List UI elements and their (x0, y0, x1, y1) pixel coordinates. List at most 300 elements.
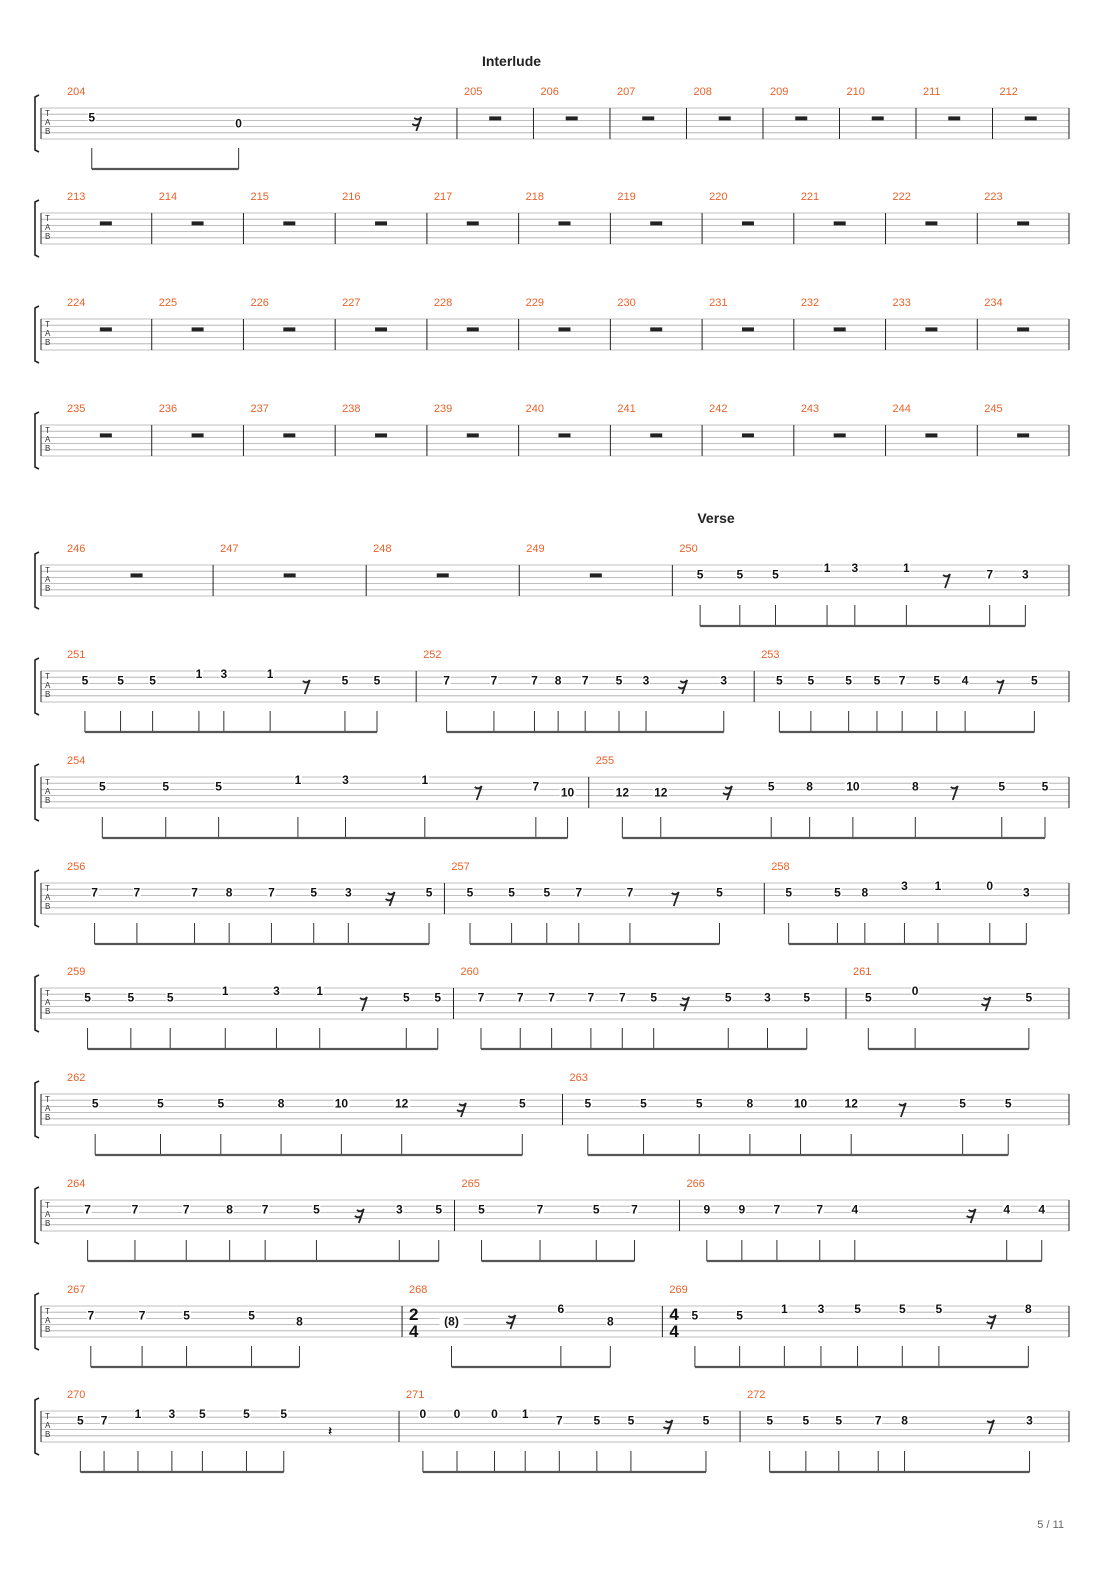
tab-clef-letter: A (45, 118, 51, 127)
fret-number: 5 (425, 885, 433, 900)
whole-rest (642, 116, 654, 120)
fret-number: 5 (766, 1413, 774, 1428)
fret-number: 1 (903, 561, 910, 576)
bar-number: 210 (846, 86, 865, 98)
tab-clef-letter: B (45, 127, 51, 136)
fret-number: 8 (554, 673, 562, 688)
tab-clef-letter: T (45, 884, 50, 893)
whole-rest (650, 433, 662, 437)
fret-number: 7 (91, 885, 98, 900)
fret-number: 8 (911, 779, 919, 794)
fret-number: 5 (466, 885, 474, 900)
bar-number: 251 (67, 649, 86, 661)
bar-number: 208 (693, 86, 712, 98)
fret-number: 5 (776, 673, 783, 688)
whole-rest (131, 573, 143, 577)
whole-rest (100, 221, 112, 225)
sixteenth-rest-flag (386, 898, 393, 900)
whole-rest (467, 327, 479, 331)
sixteenth-rest-flag (457, 1109, 464, 1111)
system-bracket (35, 306, 39, 363)
fret-number: 3 (642, 673, 650, 688)
tab-clef-letter: B (45, 1430, 51, 1439)
fret-number: 3 (720, 673, 728, 688)
fret-number: 8 (861, 885, 869, 900)
fret-number: 5 (772, 567, 779, 582)
whole-rest (467, 433, 479, 437)
bar-number: 243 (800, 403, 820, 415)
bar-number: 268 (409, 1284, 428, 1296)
fret-number: 5 (215, 779, 222, 794)
fret-number: 7 (133, 885, 141, 900)
fret-number: 5 (1031, 673, 1038, 688)
bar-number: 213 (67, 191, 86, 203)
bar-number: 221 (800, 191, 820, 203)
eighth-rest (951, 786, 958, 800)
fret-number: 12 (395, 1096, 409, 1111)
whole-rest (437, 573, 449, 577)
fret-number: 7 (100, 1413, 108, 1428)
tab-clef-letter: T (45, 1307, 50, 1316)
bar-number: 217 (433, 191, 453, 203)
bar-number: 265 (461, 1178, 480, 1190)
bar-number: 245 (984, 403, 1003, 415)
tab-clef-letter: B (45, 584, 51, 593)
fret-number: 0 (419, 1407, 427, 1422)
bar-number: 246 (67, 543, 86, 555)
tab-clef-letter: B (45, 338, 51, 347)
tab-clef-letter: A (45, 223, 51, 232)
fret-number: 1 (266, 667, 274, 682)
whole-rest (489, 116, 501, 120)
whole-rest (948, 116, 960, 120)
whole-rest (375, 221, 387, 225)
eighth-rest (360, 997, 367, 1011)
fret-number: 8 (901, 1413, 908, 1428)
system-bracket (35, 975, 39, 1032)
fret-number: 12 (654, 785, 668, 800)
tab-clef-letter: B (45, 796, 51, 805)
fret-number: 7 (268, 885, 275, 900)
fret-number: 0 (491, 1407, 498, 1422)
bar-number: 272 (747, 1389, 766, 1401)
fret-number: 3 (901, 879, 908, 894)
fret-number: 3 (342, 773, 349, 788)
fret-number: 8 (746, 1096, 754, 1111)
sixteenth-rest-flag (981, 1003, 988, 1005)
tab-clef-letter: A (45, 998, 51, 1007)
time-signature-top: 4 (669, 1305, 679, 1324)
tab-clef-letter: B (45, 444, 51, 453)
fret-number: 7 (532, 779, 540, 794)
fret-number: 5 (88, 110, 96, 125)
whole-rest (1017, 433, 1029, 437)
bar-number: 237 (250, 403, 269, 415)
fret-number: 5 (543, 885, 551, 900)
fret-number: 5 (835, 1413, 843, 1428)
whole-rest (375, 433, 387, 437)
fret-number: 8 (226, 1202, 233, 1217)
fret-number: 8 (806, 779, 813, 794)
bar-number: 261 (853, 966, 872, 978)
fret-number: 3 (273, 984, 280, 999)
whole-rest (650, 327, 662, 331)
whole-rest (559, 327, 571, 331)
fret-number: 7 (477, 990, 485, 1005)
system-bracket (35, 1187, 39, 1244)
bar-number: 209 (769, 86, 789, 98)
time-signature-top: 2 (409, 1305, 419, 1324)
eighth-rest (303, 680, 310, 694)
bar-number: 267 (67, 1284, 86, 1296)
bar-number: 216 (342, 191, 361, 203)
bar-number: 205 (463, 86, 483, 98)
fret-number: 5 (724, 990, 732, 1005)
system-bracket (35, 1398, 39, 1455)
fret-number: 10 (846, 779, 860, 794)
tab-clef-letter: A (45, 329, 51, 338)
whole-rest (100, 327, 112, 331)
fret-number: 5 (615, 673, 623, 688)
fret-number: 10 (560, 785, 575, 800)
fret-number: 7 (261, 1202, 269, 1217)
fret-number: 5 (402, 990, 410, 1005)
fret-number: 7 (631, 1202, 638, 1217)
whole-rest (872, 116, 884, 120)
whole-rest (742, 433, 754, 437)
fret-number: 5 (341, 673, 349, 688)
fret-number: 5 (478, 1202, 485, 1217)
whole-rest (192, 221, 204, 225)
fret-number: 5 (435, 1202, 443, 1217)
whole-rest (590, 573, 602, 577)
fret-number: 5 (81, 673, 89, 688)
fret-number: 8 (296, 1314, 303, 1329)
fret-number: 7 (84, 1202, 91, 1217)
tab-clef-letter: A (45, 1316, 51, 1325)
bar-number: 263 (569, 1072, 588, 1084)
tab-clef-letter: A (45, 787, 51, 796)
fret-number: 3 (764, 990, 771, 1005)
fret-number: 5 (76, 1413, 84, 1428)
eighth-rest (475, 786, 482, 800)
fret-number: 3 (220, 667, 228, 682)
fret-number: 7 (874, 1413, 882, 1428)
fret-number: 1 (421, 773, 429, 788)
sixteenth-rest-flag (967, 1215, 974, 1217)
system-bracket (35, 870, 39, 927)
bar-number: 232 (800, 297, 820, 309)
fret-number: 5 (933, 673, 941, 688)
tab-clef-letter: T (45, 426, 50, 435)
sixteenth-rest-flag (680, 1003, 687, 1005)
tab-clef-letter: T (45, 1412, 50, 1421)
bar-number: 271 (406, 1389, 425, 1401)
bar-number: 228 (433, 297, 453, 309)
time-signature-bottom: 4 (669, 1322, 679, 1341)
fret-number: 1 (781, 1302, 788, 1317)
tab-clef-letter: T (45, 109, 50, 118)
fret-number: 5 (785, 885, 793, 900)
fret-number: 5 (593, 1413, 601, 1428)
fret-number: 3 (395, 1202, 403, 1217)
time-signature-bottom: 4 (409, 1322, 419, 1341)
eighth-rest (899, 1103, 906, 1117)
bar-number: 211 (922, 86, 941, 98)
fret-number: 5 (243, 1407, 250, 1422)
fret-number: 3 (168, 1407, 176, 1422)
fret-number: 5 (98, 779, 106, 794)
bar-number: 259 (67, 966, 86, 978)
whole-rest (1025, 116, 1037, 120)
fret-number: 5 (873, 673, 881, 688)
system-bracket (35, 95, 39, 152)
whole-rest (834, 433, 846, 437)
bar-number: 258 (771, 861, 790, 873)
fret-number: 10 (334, 1096, 349, 1111)
tab-clef-letter: A (45, 575, 51, 584)
fret-number: 7 (131, 1202, 139, 1217)
whole-rest (375, 327, 387, 331)
page-number: 5 / 11 (1037, 1519, 1064, 1531)
fret-number: 7 (581, 673, 589, 688)
fret-number: 5 (627, 1413, 635, 1428)
fret-number: 5 (864, 990, 872, 1005)
bar-number: 252 (423, 649, 442, 661)
tab-clef-letter: T (45, 214, 50, 223)
bar-number: 262 (67, 1072, 86, 1084)
fret-number: 7 (575, 885, 583, 900)
tab-clef-letter: A (45, 681, 51, 690)
fret-number: 1 (316, 984, 324, 999)
tab-clef-letter: T (45, 1095, 50, 1104)
whole-rest (834, 327, 846, 331)
bar-number: 222 (892, 191, 911, 203)
fret-number: 7 (182, 1202, 190, 1217)
fret-number: 8 (225, 885, 233, 900)
fret-number: 5 (845, 673, 852, 688)
fret-number: 5 (91, 1096, 99, 1111)
eighth-rest (987, 1420, 994, 1434)
fret-number: 5 (162, 779, 170, 794)
system-bracket (35, 1293, 39, 1350)
fret-number: 5 (248, 1308, 255, 1323)
fret-number: 5 (149, 673, 156, 688)
fret-number: 5 (199, 1407, 206, 1422)
whole-rest (192, 327, 204, 331)
fret-number: 0 (911, 984, 919, 999)
system-bracket (35, 552, 39, 609)
eighth-rest (997, 680, 1004, 694)
whole-rest (283, 433, 295, 437)
whole-rest (283, 221, 295, 225)
bar-number: 219 (617, 191, 636, 203)
whole-rest (925, 327, 937, 331)
bar-number: 226 (250, 297, 269, 309)
tab-clef-letter: B (45, 1113, 51, 1122)
fret-number: 5 (157, 1096, 164, 1111)
fret-number: 3 (1026, 1413, 1033, 1428)
fret-number: 5 (834, 885, 841, 900)
tab-clef-letter: A (45, 435, 51, 444)
fret-number: 5 (695, 1096, 703, 1111)
section-label: Verse (697, 510, 735, 526)
bar-number: 223 (984, 191, 1003, 203)
fret-number: 5 (998, 779, 1006, 794)
fret-number: 5 (183, 1308, 190, 1323)
whole-rest (925, 433, 937, 437)
bar-number: 256 (67, 861, 86, 873)
bar-number: 248 (373, 543, 392, 555)
tab-clef-letter: A (45, 1210, 51, 1219)
tab-clef-letter: T (45, 778, 50, 787)
fret-number: 5 (584, 1096, 592, 1111)
fret-number: 1 (221, 984, 229, 999)
whole-rest (742, 327, 754, 331)
fret-number: 3 (851, 561, 859, 576)
bar-number: 257 (451, 861, 470, 873)
fret-number: 7 (986, 567, 994, 582)
sixteenth-rest-flag (355, 1215, 362, 1217)
bar-number: 204 (67, 86, 86, 98)
bar-number: 230 (617, 297, 636, 309)
fret-number: 5 (767, 779, 775, 794)
fret-number: 5 (310, 885, 318, 900)
fret-number: 1 (934, 879, 942, 894)
whole-rest (283, 327, 295, 331)
fret-number: 12 (615, 785, 630, 800)
fret-number: 7 (536, 1202, 544, 1217)
fret-number: 7 (531, 673, 538, 688)
fret-number: 3 (1022, 885, 1030, 900)
fret-number: 5 (166, 990, 174, 1005)
bar-number: 218 (525, 191, 544, 203)
bar-number: 241 (617, 403, 636, 415)
fret-number: 5 (736, 567, 744, 582)
fret-number: 5 (640, 1096, 647, 1111)
sixteenth-rest-flag (987, 1321, 994, 1323)
whole-rest (284, 573, 296, 577)
fret-number: 7 (626, 885, 634, 900)
fret-number: 5 (807, 673, 815, 688)
fret-number: 1 (521, 1407, 529, 1422)
bar-number: 269 (669, 1284, 688, 1296)
fret-number: 5 (702, 1413, 710, 1428)
tab-clef-letter: T (45, 320, 50, 329)
whole-rest (834, 221, 846, 225)
fret-number: 1 (823, 561, 831, 576)
fret-number: 3 (344, 885, 352, 900)
bar-number: 220 (709, 191, 728, 203)
bar-number: 214 (158, 191, 178, 203)
section-label: Interlude (481, 53, 542, 69)
fret-number: (8) (444, 1314, 459, 1329)
whole-rest (566, 116, 578, 120)
fret-number: 7 (490, 673, 498, 688)
fret-number: 5 (854, 1302, 861, 1317)
bar-number: 227 (342, 297, 361, 309)
fret-number: 5 (1004, 1096, 1012, 1111)
fret-number: 5 (518, 1096, 526, 1111)
fret-number: 7 (587, 990, 595, 1005)
sixteenth-rest-flag (663, 1426, 670, 1428)
bar-number: 266 (686, 1178, 705, 1190)
fret-number: 5 (650, 990, 658, 1005)
fret-number: 5 (217, 1096, 225, 1111)
fret-number: 5 (313, 1202, 320, 1217)
fret-number: 5 (898, 1302, 906, 1317)
fret-number: 5 (1041, 779, 1049, 794)
sixteenth-rest-flag (678, 686, 685, 688)
tab-clef-letter: B (45, 1007, 51, 1016)
tab-clef-letter: A (45, 1421, 51, 1430)
fret-number: 7 (618, 990, 626, 1005)
system-bracket (35, 200, 39, 257)
fret-number: 5 (117, 673, 124, 688)
fret-number: 7 (548, 990, 555, 1005)
fret-number: 4 (961, 673, 969, 688)
bar-number: 240 (525, 403, 544, 415)
whole-rest (795, 116, 807, 120)
bar-number: 242 (709, 403, 728, 415)
whole-rest (559, 433, 571, 437)
tab-clef-letter: B (45, 902, 51, 911)
tab-clef-letter: B (45, 232, 51, 241)
fret-number: 10 (793, 1096, 808, 1111)
fret-number: 5 (508, 885, 515, 900)
fret-number: 8 (277, 1096, 285, 1111)
whole-rest (742, 221, 754, 225)
system-bracket (35, 764, 39, 821)
fret-number: 7 (516, 990, 524, 1005)
fret-number: 7 (773, 1202, 781, 1217)
tab-clef-letter: T (45, 1201, 50, 1210)
system-bracket (35, 412, 39, 469)
bar-number: 238 (342, 403, 361, 415)
whole-rest (559, 221, 571, 225)
fret-number: 7 (191, 885, 198, 900)
sixteenth-rest-flag (723, 792, 730, 794)
bar-number: 224 (67, 297, 86, 309)
fret-number: 5 (736, 1308, 743, 1323)
bar-number: 253 (761, 649, 780, 661)
tab-clef-letter: A (45, 1104, 51, 1113)
fret-number: 4 (1038, 1202, 1046, 1217)
fret-number: 7 (87, 1308, 95, 1323)
fret-number: 4 (1003, 1202, 1011, 1217)
bar-number: 236 (158, 403, 178, 415)
bar-number: 250 (679, 543, 698, 555)
quarter-rest: 𝄽 (328, 1424, 332, 1438)
sixteenth-rest-flag (412, 123, 419, 125)
bar-number: 247 (220, 543, 239, 555)
whole-rest (650, 221, 662, 225)
fret-number: 6 (557, 1302, 565, 1317)
whole-rest (719, 116, 731, 120)
bar-number: 254 (67, 755, 86, 767)
fret-number: 0 (235, 116, 242, 131)
fret-number: 5 (1025, 990, 1033, 1005)
bar-number: 212 (999, 86, 1018, 98)
tab-clef-letter: T (45, 566, 50, 575)
fret-number: 5 (803, 990, 811, 1005)
fret-number: 5 (127, 990, 135, 1005)
bar-number: 260 (460, 966, 479, 978)
fret-number: 7 (816, 1202, 824, 1217)
whole-rest (467, 221, 479, 225)
system-bracket (35, 658, 39, 715)
bar-number: 270 (67, 1389, 86, 1401)
